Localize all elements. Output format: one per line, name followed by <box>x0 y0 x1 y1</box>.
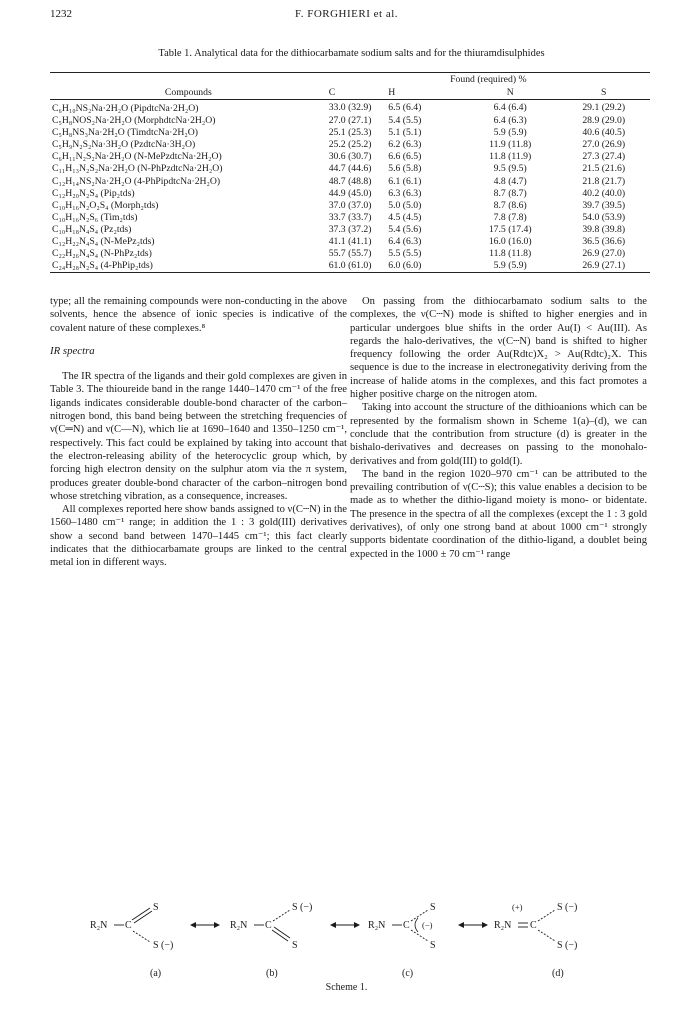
structure-label-a: (a) <box>150 968 162 979</box>
cell-n: 5.9 (5.9) <box>493 127 527 139</box>
cell-c: 37.0 (37.0) <box>328 199 372 211</box>
structure-c-carbon: C <box>403 920 410 931</box>
cell-c: 27.0 (27.1) <box>328 115 372 127</box>
table-row <box>50 139 650 151</box>
structure-d-carbon: C <box>530 920 537 931</box>
cell-s: 21.8 (21.7) <box>582 175 626 187</box>
structure-d-nitrogen-charge: (+) <box>512 902 523 912</box>
cell-compound: C₁₀H₁₈N₄S₄ (Pz₂tds) <box>52 223 132 235</box>
cell-n: 6.4 (6.3) <box>493 115 527 127</box>
table-row <box>50 176 650 188</box>
right-paragraph-2: Taking into account the structure of the dithioanions which can be represented by the formalism shown in Scheme 1(a)–(d), we can conclude that the contribution from structure (d) is greater in the bishalo-derivatives and decreases on passing to the monohalo-derivatives and from gold(III) to gold(I). <box>350 402 647 467</box>
structure-d-r2n: R₂N <box>494 920 512 931</box>
cell-c: 33.0 (32.9) <box>328 101 372 113</box>
cell-compound: C₅H₈NS₃Na·2H₂O (TimdtcNa·2H₂O) <box>52 127 198 139</box>
cell-n: 9.5 (9.5) <box>493 163 527 175</box>
running-head <box>50 8 643 24</box>
structure-c-r2n: R₂N <box>368 920 386 931</box>
right-text-column <box>350 295 647 561</box>
cell-s: 21.5 (21.6) <box>582 163 626 175</box>
structure-b <box>230 902 312 979</box>
cell-compound: C₁₀H₁₆N₂O₂S₄ (Morph₂tds) <box>52 199 159 211</box>
cell-compound: C₁₂H₁₄NS₂Na·2H₂O (4-PhPipdtcNa·2H₂O) <box>52 175 221 187</box>
cell-n: 8.7 (8.7) <box>493 187 527 199</box>
cell-s: 54.0 (53.9) <box>582 211 626 223</box>
cell-s: 27.0 (26.9) <box>582 139 626 151</box>
structure-label-c: (c) <box>402 968 414 979</box>
cell-c: 44.7 (44.6) <box>328 163 372 175</box>
table-row <box>50 127 650 139</box>
cell-h: 5.5 (5.5) <box>388 248 422 260</box>
resonance-structures-diagram <box>90 880 610 980</box>
structure-c-charge: (−) <box>422 920 433 930</box>
cell-s: 40.2 (40.0) <box>582 187 626 199</box>
table-row <box>50 224 650 236</box>
structure-b-carbon: C <box>265 920 272 931</box>
structure-d-sulfur-bottom: S (−) <box>557 940 578 951</box>
table-row <box>50 260 650 273</box>
cell-c: 61.0 (61.0) <box>328 260 372 272</box>
cell-c: 25.1 (25.3) <box>328 127 372 139</box>
resonance-scheme <box>90 880 610 980</box>
table-caption: Table 1. Analytical data for the dithiocarbamate sodium salts and for the thiuramdisulphides <box>158 48 545 59</box>
table-body <box>50 100 650 273</box>
table-row <box>50 151 650 163</box>
cell-s: 26.9 (27.0) <box>582 248 626 260</box>
left-paragraph-3: All complexes reported here show bands assigned to ν(C┄N) in the 1560–1480 cm⁻¹ range; in addition the 1 : 3 gold(III) derivatives show a second band between 1470–1445 cm⁻¹; this fact clearly indicates that the dithiocarbamate groups are linked to the central metal ion in different ways. <box>50 504 347 569</box>
right-paragraph-3: The band in the region 1020–970 cm⁻¹ can be attributed to the prevailing contribution of ν(C┄S); this value enables a decision to be made as to whether the dithio-ligand moiety is mono- or bidentate. The presence in the spectra of all the complexes (except the 1 : 3 gold derivatives), of only one strong band at about 1000 cm⁻¹ strongly supports bidentate coordination of the dithio-ligand, a doublet being expected in the 1000 ± 70 cm⁻¹ range <box>350 468 647 560</box>
resonance-arrow-3 <box>458 922 488 928</box>
cell-compound: C₂₂H₂₆N₄S₄ (N-PhPz₂tds) <box>52 248 152 260</box>
cell-h: 5.4 (5.6) <box>388 223 422 235</box>
cell-h: 5.6 (5.8) <box>388 163 422 175</box>
table-row <box>50 200 650 212</box>
cell-c: 25.2 (25.2) <box>328 139 372 151</box>
cell-c: 41.1 (41.1) <box>328 236 372 248</box>
cell-s: 39.7 (39.5) <box>582 199 626 211</box>
table-row <box>50 163 650 175</box>
structure-label-b: (b) <box>266 968 278 979</box>
left-paragraph-2: The IR spectra of the ligands and their gold complexes are given in Table 3. The thioureide band in the range 1440–1470 cm⁻¹ of the free ligands indicates considerable double-bond character of the carbon–nitrogen bond, this band being between the stretching frequencies of ν(C═N) and ν(C—N), which lie at 1690–1640 and 1350–1250 cm⁻¹, respectively. This fact could be explained by taking into account that the electron-releasing ability of the heterocyclic group which, by forcing high electron density on the sulphur atom via the π system, produces greater double-bond character of the carbon–nitrogen bond whose stretching vibration, as a consequence, increases. <box>50 371 347 502</box>
section-heading-ir-spectra: IR spectra <box>50 344 95 357</box>
cell-h: 4.5 (4.5) <box>388 211 422 223</box>
cell-n: 6.4 (6.4) <box>493 101 527 113</box>
structure-a-sulfur-bottom: S (−) <box>153 940 174 951</box>
structure-c-sulfur-bottom: S <box>430 940 436 951</box>
cell-h: 5.1 (5.1) <box>388 127 422 139</box>
structure-a-r2n: R₂N <box>90 920 108 931</box>
structure-label-d: (d) <box>552 968 564 979</box>
cell-s: 36.5 (36.6) <box>582 236 626 248</box>
cell-compound: C₁₁H₁₃N₂S₂Na·2H₂O (N-PhPzdtcNa·2H₂O) <box>52 163 223 175</box>
column-header-s: S <box>601 87 607 98</box>
cell-compound: C₆H₁₀NS₂Na·2H₂O (PipdtcNa·2H₂O) <box>52 103 199 114</box>
structure-d-sulfur-top: S (−) <box>557 902 578 913</box>
analytical-data-table <box>50 72 650 273</box>
cell-n: 4.8 (4.7) <box>493 175 527 187</box>
cell-compound: C₁₂H₂₀N₂S₄ (Pip₂tds) <box>52 187 135 199</box>
cell-s: 27.3 (27.4) <box>582 151 626 163</box>
cell-h: 6.6 (6.5) <box>388 151 422 163</box>
table-row <box>50 100 650 116</box>
table-row <box>50 212 650 224</box>
column-header-h: H <box>388 87 396 98</box>
cell-c: 48.7 (48.8) <box>328 175 372 187</box>
cell-compound: C₁₀H₁₆N₂S₆ (Tim₂tds) <box>52 211 138 223</box>
cell-compound: C₁₂H₂₂N₄S₄ (N-MePz₂tds) <box>52 236 155 248</box>
cell-s: 40.6 (40.5) <box>582 127 626 139</box>
cell-compound: C₆H₁₁N₂S₂Na·2H₂O (N-MePzdtcNa·2H₂O) <box>52 151 222 163</box>
cell-s: 28.9 (29.0) <box>582 115 626 127</box>
cell-h: 6.3 (6.3) <box>388 187 422 199</box>
column-header-c: C <box>328 87 336 98</box>
structure-a <box>90 902 173 979</box>
resonance-arrow-1 <box>190 922 220 928</box>
cell-s: 39.8 (39.8) <box>582 223 626 235</box>
cell-n: 11.8 (11.8) <box>489 248 532 260</box>
cell-h: 6.0 (6.0) <box>388 260 422 272</box>
table-row <box>50 115 650 127</box>
structure-d <box>494 902 577 979</box>
cell-n: 17.5 (17.4) <box>488 223 532 235</box>
cell-c: 44.9 (45.0) <box>328 187 372 199</box>
cell-c: 30.6 (30.7) <box>328 151 372 163</box>
cell-h: 6.4 (6.3) <box>388 236 422 248</box>
running-title: F. FORGHIERI et al. <box>294 8 399 20</box>
table-row <box>50 188 650 200</box>
cell-c: 37.3 (37.2) <box>328 223 372 235</box>
table-row <box>50 248 650 260</box>
cell-n: 8.7 (8.6) <box>493 199 527 211</box>
cell-h: 6.5 (6.4) <box>388 101 422 113</box>
cell-n: 11.8 (11.9) <box>489 151 532 163</box>
cell-n: 16.0 (16.0) <box>488 236 532 248</box>
cell-compound: C₅H₉N₂S₂Na·3H₂O (PzdtcNa·3H₂O) <box>52 139 196 151</box>
cell-s: 29.1 (29.2) <box>582 101 626 113</box>
cell-compound: C₅H₈NOS₂Na·2H₂O (MorphdtcNa·2H₂O) <box>52 115 216 127</box>
page-number: 1232 <box>50 8 72 20</box>
scheme-caption: Scheme 1. <box>325 982 368 993</box>
table-row <box>50 236 650 248</box>
cell-h: 5.4 (5.5) <box>388 115 422 127</box>
cell-n: 11.9 (11.8) <box>489 139 532 151</box>
cell-h: 6.2 (6.3) <box>388 139 422 151</box>
cell-c: 33.7 (33.7) <box>328 211 372 223</box>
structure-c <box>368 902 436 979</box>
cell-c: 55.7 (55.7) <box>328 248 372 260</box>
column-header-compounds: Compounds <box>164 87 212 98</box>
resonance-arrow-2 <box>330 922 360 928</box>
found-header: Found (required) % <box>450 74 527 85</box>
structure-b-sulfur-top: S (−) <box>292 902 313 913</box>
cell-h: 6.1 (6.1) <box>388 175 422 187</box>
cell-h: 5.0 (5.0) <box>388 199 422 211</box>
right-paragraph-1: On passing from the dithiocarbamato sodium salts to the complexes, the ν(C┄N) mode is shifted to higher energies and in particular undergoes blue shifts in the order Au(I) < Au(III). As regards the halo-derivatives, the ν(C┄N) band is shifted to higher frequency following the order Au(Rdtc)X₂ > Au(Rdtc)₂X. This sequence is due to the increase in electronegativity deriving from the increase of halide atoms in the complexes, and this fact promotes a higher positive charge on the nitrogen atom. <box>350 296 647 401</box>
structure-b-r2n: R₂N <box>230 920 248 931</box>
left-text-column <box>50 295 347 570</box>
column-header-n: N <box>506 87 514 98</box>
cell-compound: C₂₄H₂₈N₂S₄ (4-PhPip₂tds) <box>52 260 153 272</box>
structure-b-sulfur-bottom: S <box>292 940 298 951</box>
cell-n: 7.8 (7.8) <box>493 211 527 223</box>
structure-c-sulfur-top: S <box>430 902 436 913</box>
cell-s: 26.9 (27.1) <box>582 260 626 272</box>
cell-n: 5.9 (5.9) <box>493 260 527 272</box>
left-paragraph-1: type; all the remaining compounds were non-conducting in the above solvents, hence the absence of ionic species is indicative of the covalent nature of these complexes.⁸ <box>50 296 347 334</box>
structure-a-sulfur-top: S <box>153 902 159 913</box>
structure-a-carbon: C <box>125 920 132 931</box>
